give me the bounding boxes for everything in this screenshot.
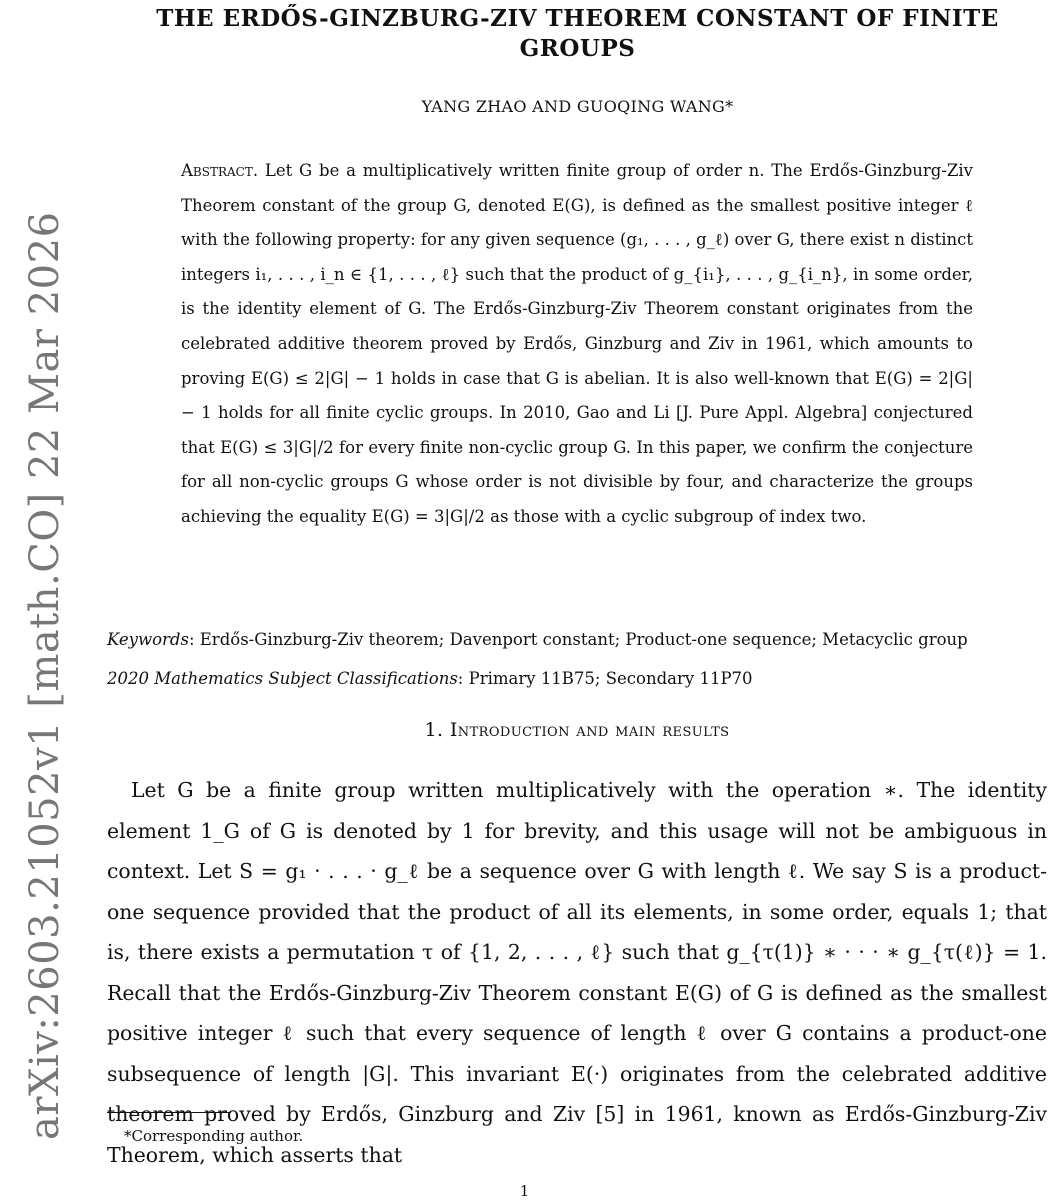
keywords-line: Keywords: Erdős-Ginzburg-Ziv theorem; Davenport constant; Product-one sequence; Metacyclic group: [107, 630, 968, 649]
abstract-label: Abstract.: [181, 161, 259, 180]
keywords-block: [107, 620, 1047, 698]
msc-text: Primary 11B75; Secondary 11P70: [468, 669, 753, 688]
body-text: Let G be a finite group written multiplicatively with the operation ∗. The identity element 1_G of G is denoted by 1 for brevity, and this usage will not be ambiguous in context. Let S = g₁ · . . . · g_ℓ be a sequence over G with length ℓ. We say S is a product-one sequence provided that the product of all its elements, in some order, equals 1; that is, there exists a permutation τ of {1, 2, . . . , ℓ} such that g_{τ(1)} ∗ · · · ∗ g_{τ(ℓ)} = 1. Recall that the Erdős-Ginzburg-Ziv Theorem constant E(G) of G is defined as the smallest positive integer ℓ such that every sequence of length ℓ over G contains a product-one subsequence of length |G|. This invariant E(·) originates from the celebrated additive theorem proved by Erdős, Ginzburg and Ziv [5] in 1961, known as Erdős-Ginzburg-Ziv Theorem, which asserts that: [107, 778, 1047, 1167]
keywords-text: Erdős-Ginzburg-Ziv theorem; Davenport constant; Product-one sequence; Metacyclic group: [199, 630, 968, 649]
keywords-label: Keywords: [107, 630, 189, 649]
abstract-text: Let G be a multiplicatively written finite group of order n. The Erdős-Ginzburg-Ziv Theorem constant of the group G, denoted E(G), is defined as the smallest positive integer ℓ with the following property: for any given sequence (g₁, . . . , g_ℓ) over G, there exist n distinct integers i₁, . . . , i_n ∈ {1, . . . , ℓ} such that the product of g_{i₁}, . . . , g_{i_n}, in some order, is the identity element of G. The Erdős-Ginzburg-Ziv Theorem constant originates from the celebrated additive theorem proved by Erdős, Ginzburg and Ziv in 1961, which amounts to proving E(G) ≤ 2|G| − 1 holds in case that G is abelian. It is also well-known that E(G) = 2|G| − 1 holds for all finite cyclic groups. In 2010, Gao and Li [J. Pure Appl. Algebra] conjectured that E(G) ≤ 3|G|/2 for every finite non-cyclic group G. In this paper, we confirm the conjecture for all non-cyclic groups G whose order is not divisible by four, and characterize the groups achieving the equality E(G) = 3|G|/2 as those with a cyclic subgroup of index two.: [181, 161, 973, 526]
section-heading: 1. Introduction and main results: [424, 719, 730, 741]
body-paragraph: [107, 770, 1047, 1175]
paper-authors: YANG ZHAO AND GUOQING WANG*: [421, 97, 734, 116]
paper-title: THE ERDŐS-GINZBURG-ZIV THEOREM CONSTANT OF FINITE GROUPS: [156, 5, 999, 62]
footnote-divider: [107, 1112, 231, 1113]
msc-label: 2020 Mathematics Subject Classifications: [107, 669, 458, 688]
abstract: [181, 154, 973, 535]
page-number: 1: [519, 1182, 530, 1200]
msc-line: 2020 Mathematics Subject Classifications: Primary 11B75; Secondary 11P70: [107, 669, 753, 688]
footnote: *Corresponding author.: [124, 1127, 304, 1145]
arxiv-identifier: arXiv:2603.21052v1 [math.CO] 22 Mar 2026: [22, 211, 68, 1140]
